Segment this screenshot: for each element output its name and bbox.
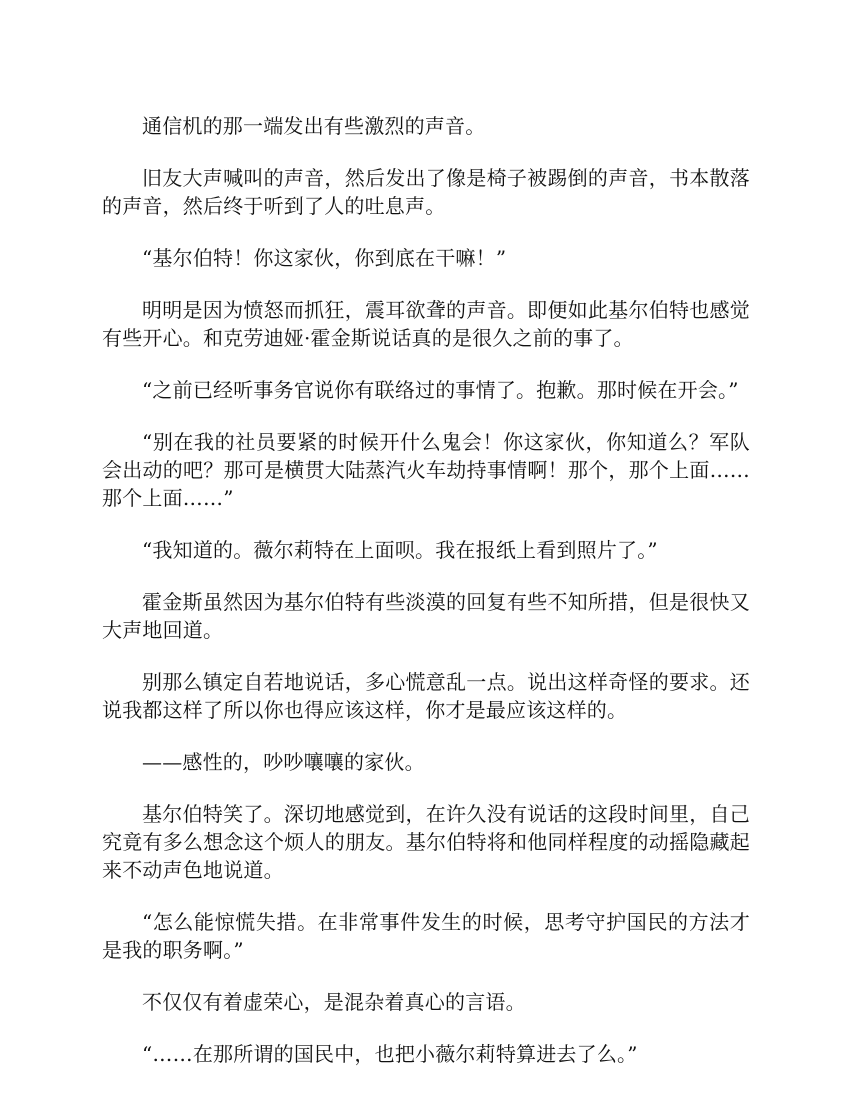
paragraph: “别在我的社员要紧的时候开什么鬼会！你这家伙，你知道么？军队会出动的吧？那可是横贯大陆蒸汽火车劫持事情啊！那个，那个上面……那个上面……” — [102, 430, 750, 510]
paragraph: 别那么镇定自若地说话，多心慌意乱一点。说出这样奇怪的要求。还说我都这样了所以你也得应该这样，你才是最应该这样的。 — [102, 670, 750, 722]
paragraph: 明明是因为愤怒而抓狂，震耳欲聋的声音。即便如此基尔伯特也感觉有些开心。和克劳迪娅·霍金斯说话真的是很久之前的事了。 — [102, 298, 750, 350]
paragraph: “怎么能惊慌失措。在非常事件发生的时候，思考守护国民的方法才是我的职务啊。” — [102, 910, 750, 962]
paragraph: 基尔伯特笑了。深切地感觉到，在许久没有说话的这段时间里，自己究竟有多么想念这个烦人的朋友。基尔伯特将和他同样程度的动摇隐藏起来不动声色地说道。 — [102, 802, 750, 882]
document-page — [102, 112, 750, 1092]
paragraph: 霍金斯虽然因为基尔伯特有些淡漠的回复有些不知所措，但是很快又大声地回道。 — [102, 590, 750, 642]
paragraph: 不仅仅有着虚荣心，是混杂着真心的言语。 — [142, 990, 526, 1014]
paragraph: “我知道的。薇尔莉特在上面呗。我在报纸上看到照片了。” — [142, 538, 658, 562]
paragraph: 旧友大声喊叫的声音，然后发出了像是椅子被踢倒的声音，书本散落的声音，然后终于听到了人的吐息声。 — [102, 166, 750, 218]
paragraph: ——感性的，吵吵嚷嚷的家伙。 — [142, 750, 425, 774]
paragraph: “……在那所谓的国民中，也把小薇尔莉特算进去了么。” — [142, 1042, 638, 1066]
paragraph: “基尔伯特！你这家伙，你到底在干嘛！” — [142, 246, 507, 270]
paragraph: “之前已经听事务官说你有联络过的事情了。抱歉。那时候在开会。” — [142, 378, 739, 402]
paragraph: 通信机的那一端发出有些激烈的声音。 — [142, 114, 486, 138]
